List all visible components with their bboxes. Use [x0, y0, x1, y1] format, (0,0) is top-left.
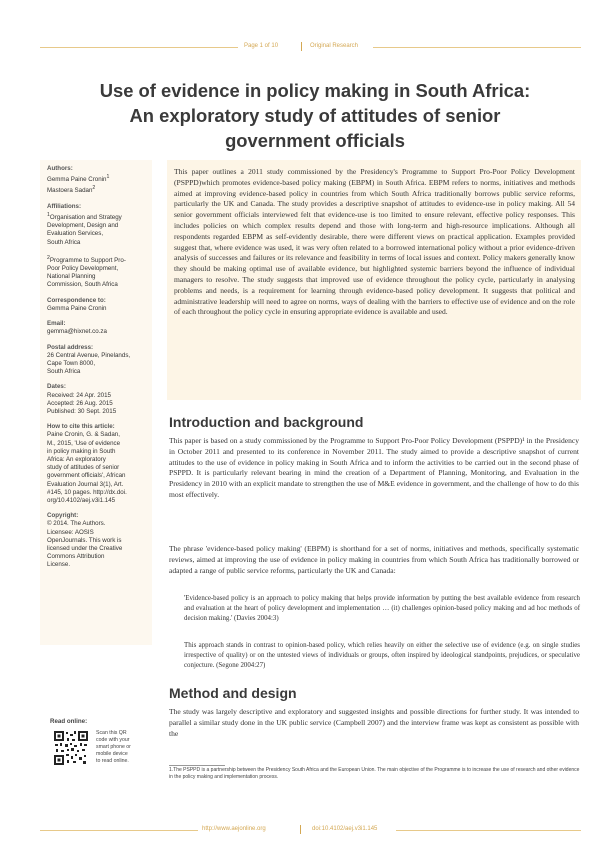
read-online-instructions: Scan this QR code with your smart phone or mobile device to read online. — [96, 730, 131, 764]
article-type: Original Research — [310, 43, 359, 49]
postal-heading: Postal address: — [47, 343, 94, 351]
author: Gemma Paine Cronin$^1$ — [47, 174, 110, 184]
block-quote: 'Evidence-based policy is an approach to policy making that helps provide information by putting the best available evidence from research and evaluation at the heart of policy development and implementation … (it) challenges opinion-based policy making and ad hoc methods of decision making.' (Davies 2004:3) — [184, 595, 580, 623]
correspondence-heading: Correspondence to: — [47, 296, 106, 304]
article-doi[interactable]: doi:10.4102/aej.v3i1.145 — [312, 826, 378, 832]
email-heading: Email: — [47, 320, 66, 328]
paragraph: The phrase 'evidence-based policy making' (EBPM) is shorthand for a set of norms, initiatives and methods, specifically systematic reviews, aimed at improving the use of evidence in policy making in countries from which South Africa has traditionally borrowed or adapted a range of public service reforms, particularly the UK and Canada: — [169, 544, 579, 575]
affiliation-2: $^2$Programme to Support Pro- Poor Policy Development, National Planning Commission, South Africa — [47, 254, 126, 289]
citation: Paine Cronin, G. & Sadan, M., 2015, 'Use of evidence in policy making in South Africa: An exploratory study of attitudes of senior government officials', African Evaluation Journal 3(1), Art. #145, 10 pages. http://dx.doi. org/10.4102/aej.v3i1.145 — [47, 431, 149, 505]
journal-url[interactable]: http://www.aejonline.org — [202, 826, 266, 832]
authors-heading: Authors: — [47, 165, 73, 172]
qr-code-icon[interactable] — [53, 730, 89, 766]
copyright-heading: Copyright: — [47, 512, 79, 520]
email-link[interactable]: gemma@hixnet.co.za — [47, 328, 107, 336]
title-line: government officials — [225, 130, 405, 151]
abstract-text: This paper outlines a 2011 study commissioned by the Presidency's Programme to Support Pro-Poor Policy Development (PSPPD)which promotes evidence-based policy making (EBPM) in South Africa. EBPM refers to norms, initiatives and methods aimed at improving evidence-based policy in countries from which South Africa traditionally borrows public service reforms, particularly the UK and Canada. The study provides a descriptive snapshot of attitudes to evidence-use in policy making. All 54 senior government officials interviewed felt that evidence-use is too limited to ensure relevant, effective policy responses. This includes policies on which complex results depend and those with long-term and high-resource implications. Although all respondents regarded EBPM as self-evidently desirable, there were different views on practical application. Examples provided suggest that, where evidence was used, it was very often related to a borrowed international policy without a prior evidence-driven analysis of successes and failures or its relevance and feasibility in terms of local issues and context. Policy makers generally know they should be making optimal use of available evidence, but highlighted systemic barriers beyond the influence of individual managers to resolve. The study suggests that improved use of evidence throughout the policy cycle, particularly in analysing problems and needs, is a requirement for learning through evidence-based policy development. It suggests that political and administrative leadership will need to agree on norms, ways of dealing with the barriers to effective use of evidence and on the role of each throughout the policy cycle in ensuring appropriate evidence is available and used. — [174, 167, 575, 317]
footer-separator — [300, 825, 301, 834]
footer-rule-right — [396, 830, 581, 831]
header-separator — [301, 42, 302, 51]
dates-heading: Dates: — [47, 383, 66, 391]
paragraph: The study was largely descriptive and exploratory and suggested insights and possible directions for further study. It was intended to parallel a similar study done in the UK public service (Campbell 2007) and the interview frame was kept as consistent as possible with the — [169, 707, 579, 738]
footer-rule-left — [40, 830, 198, 831]
article-title — [50, 78, 580, 153]
abstract-box — [167, 160, 581, 400]
page-label: Page 1 of 10 — [244, 43, 279, 49]
affiliations-heading: Affiliations: — [47, 202, 82, 210]
footnote: 1.The PSPPD is a partnership between the Presidency South Africa and the European Union. The main objective of the Programme is to increase the use of research and other evidence in the policy making and implementation process. — [169, 767, 580, 780]
dates: Received: 24 Apr. 2015 Accepted: 26 Aug. 2015 Published: 30 Sept. 2015 — [47, 391, 117, 415]
postal-address: 26 Central Avenue, Pinelands, Cape Town 8000, South Africa — [47, 351, 131, 376]
header-rule-left — [40, 47, 238, 48]
author: Mastoera Sadan$^2$ — [47, 185, 96, 195]
read-online-label: Read online: — [50, 718, 88, 725]
title-line: An exploratory study of attitudes of senior — [129, 105, 501, 126]
correspondence-name: Gemma Paine Cronin — [47, 304, 107, 312]
section-heading: Introduction and background — [169, 414, 364, 430]
block-quote: This approach stands in contrast to opinion-based policy, which relies heavily on either the selective use of evidence (e.g. on single studies irrespective of quality) or on the untested views of individuals or groups, often inspired by ideological standpoints, prejudices, or speculative conjecture. (Segone 2004:27) — [184, 642, 580, 670]
paragraph: This paper is based on a study commissioned by the Programme to Support Pro-Poor Policy Development (PSPPD)¹ in the Presidency in October 2011 and presented to its conference in November 2011. The study aimed to provide a descriptive snapshot of current attitudes to the use of evidence in policy making in South Africa and to inform the activities to be carried out in the second phase of PSPPD. It is particularly relevant bearing in mind the creation of a Department of Planning, Monitoring, and Evaluation in the Presidency in 2010 with an explicit mandate to strengthen the use of M&E evidence in government, and the challenge of how to do this most effectively. — [169, 436, 579, 499]
section-heading: Method and design — [169, 685, 297, 701]
citation-heading: How to cite this article: — [47, 423, 115, 431]
doi-link[interactable]: #145, 10 pages. http://dx.doi. — [47, 488, 127, 496]
footnote-rule — [169, 765, 225, 766]
copyright: © 2014. The Authors. Licensee: AOSIS OpenJournals. This work is licensed under the Creative Commons Attribution License. — [47, 520, 123, 569]
article-info-sidebar — [47, 165, 149, 570]
header-rule-right — [373, 47, 581, 48]
title-line: Use of evidence in policy making in South Africa: — [99, 80, 531, 101]
affiliation-1: $^1$Organisation and Strategy Development, Design and Evaluation Services, South Africa — [47, 211, 122, 246]
